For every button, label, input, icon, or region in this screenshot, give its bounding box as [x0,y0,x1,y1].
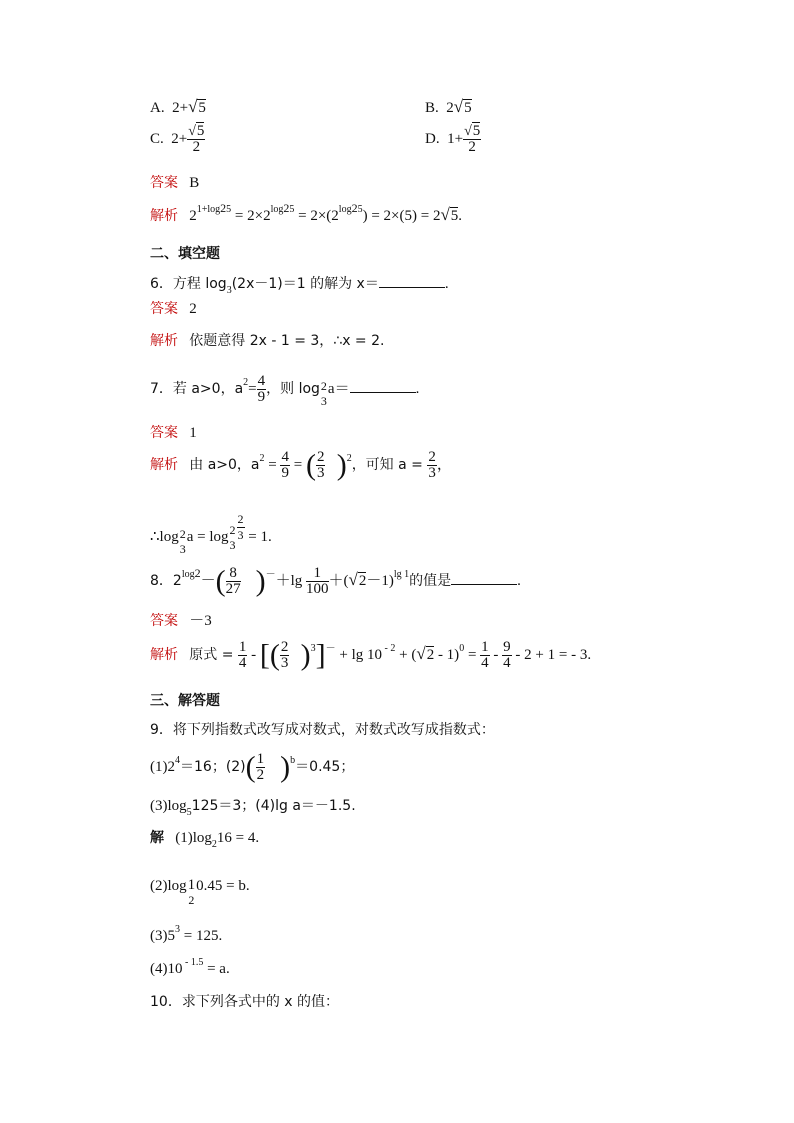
q6-analysis: 解析 依题意得 2x - 1 = 3，∴x = 2. [150,333,385,349]
q5-answer: 答案 B [150,175,200,191]
choice-a: A. 2+√5 [150,97,206,116]
q9-stem: 9．将下列指数式改写成对数式，对数式改写成指数式： [150,722,495,738]
choice-b: B. 2√5 [425,97,472,116]
q6-blank [379,273,445,288]
q8-blank [451,570,517,585]
q5-analysis: 解析 $2^{1+log25} = 2\times 2^{log25} = 2\times(2^{log25}) = 2\times(5) = 2√5$. [150,201,463,224]
q7-analysis: 解析 由 a>0，$a^2$ = $\frac{4}{9}$ = ( $\frac{2}{3}$ )$^2$，可知 a = $\frac{2}{3}$ ， [150,448,452,482]
choice-c: C. 2+ $\frac{√5}{2}$ [150,123,205,155]
q9-solution-1: 解 $(1)\log_216 = 4$. [150,830,260,850]
q9-parts-1-2: $(1)2^4=16$；(2)( $\frac{1}{2}$ )$^b$＝0.45； [150,750,355,784]
q9-parts-3-4: $(3)\log_5125=3$；(4)lg a＝－1.5. [150,798,356,818]
q7-blank [350,378,416,393]
q10-stem: 10．求下列各式中的 x 的值： [150,994,339,1010]
q7-answer: 答案 1 [150,425,197,441]
q6-answer: 答案 2 [150,301,197,317]
q9-solution-3: $(3)5^3 = 125$. [150,924,223,944]
q9-solution-2: (2)log 1 2 0.45 = b. [150,877,250,907]
section-title-fill-blank: 二、填空题 [150,246,220,262]
q6-stem: 6．方程 $\log_3(2x-1)=1$ 的解为 x＝ . [150,273,449,293]
q9-solution-4: (4)10 $^{- 1.5}$ = a. [150,957,230,977]
q7-stem: 7．若 a>0，$a^2=$ $\frac{4}{9}$ ，则 log 2 3 a＝ . [150,373,420,408]
q8-stem: 8．$2^{log2}-$( $\frac{8}{27}$ )－＋lg $\frac{1}{100}$ $+(√2-1)^{lg 1}$的值是 . [150,564,521,598]
q8-analysis: 解析 原式 = $\frac{1}{4}$ - [( $\frac{2}{3}$ )$^3$]－ + lg 10 $^{- 2}$ + (√2 - 1)$^0$ = $\frac{1}{4}$ - $\frac{9}{4}$ - 2 + 1 = - 3. [150,638,592,672]
choice-d: D. 1+ $\frac{√5}{2}$ [425,123,481,155]
q8-answer: 答案 －3 [150,613,212,629]
section-title-solve: 三、解答题 [150,693,220,709]
q7-analysis-line2: ∴log 2 3 a = log 2 3 $\frac{2}{3}$ = 1. [150,512,272,556]
